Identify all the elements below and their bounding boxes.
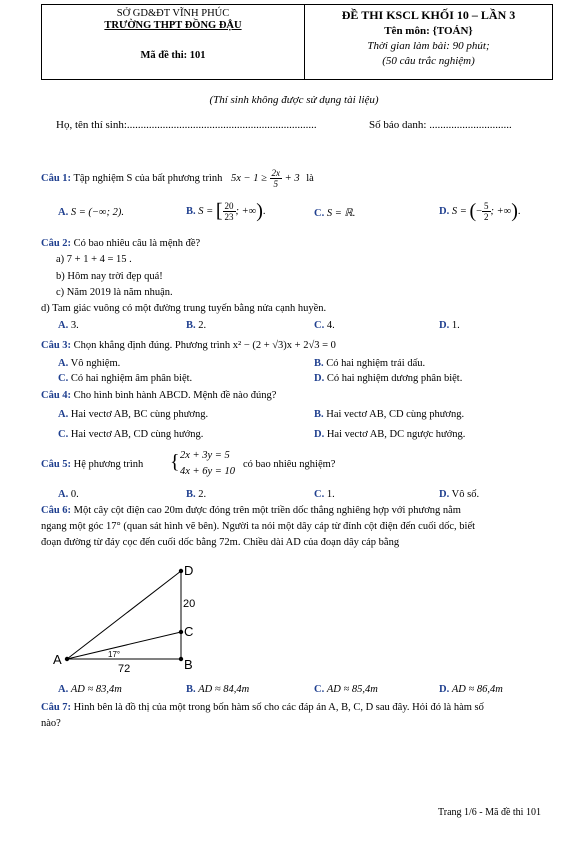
answer-d[interactable]: D. 1.	[439, 320, 460, 331]
statement-c: c) Năm 2019 là năm nhuận.	[56, 287, 173, 298]
answer-c[interactable]: C. Hai vectơ AB, CD cùng hướng.	[58, 429, 204, 440]
point-a	[65, 657, 69, 661]
subject-name: Tên môn: {TOÁN}	[384, 25, 473, 37]
answer-b[interactable]: B. Hai vectơ AB, CD cùng phương.	[314, 409, 465, 420]
question-text: Tập nghiệm S của bất phương trình	[73, 172, 223, 184]
question-text-line: đoạn đường từ đáy cọc đến cuối dốc bằng 72m. Chiều dài AD của đoạn dây cáp bằng	[41, 537, 400, 548]
answer-d[interactable]: D. S = (− $\frac{5}{2}$ ; +∞).	[439, 200, 521, 222]
answer-c[interactable]: C. S = ℝ.	[314, 208, 356, 219]
question-6	[41, 505, 461, 516]
point-b	[179, 657, 183, 661]
question-text: Hệ phương trình	[73, 459, 144, 470]
question-tail: có bao nhiêu nghiệm?	[243, 459, 336, 470]
question-label: Câu 6:	[41, 505, 72, 516]
answer-b[interactable]: B. 2.	[186, 320, 207, 331]
answer-a[interactable]: A. Hai vectơ AB, BC cùng phương.	[58, 409, 209, 420]
fraction: $\frac{2x}{5}$	[271, 168, 281, 189]
question-7	[41, 702, 484, 713]
math-expression: + 3	[284, 172, 300, 184]
length-dc: 20	[183, 598, 196, 610]
question-2	[41, 238, 200, 249]
question-1	[41, 168, 314, 189]
question-label: Câu 5:	[41, 459, 72, 470]
angle-label: 17°	[108, 650, 121, 659]
answer-d[interactable]: D. AD ≈ 86,4m	[439, 684, 503, 695]
school-name: TRƯỜNG THPT ĐỒNG ĐẬU	[104, 20, 242, 31]
answer-c[interactable]: C. Có hai nghiệm âm phân biệt.	[58, 373, 193, 384]
question-label: Câu 2:	[41, 238, 72, 249]
answer-b[interactable]: B. AD ≈ 84,4m	[186, 684, 250, 695]
question-count: (50 câu trắc nghiệm)	[382, 55, 475, 67]
question-text-line: ngang một góc 17° (quan sát hình vẽ bên). Người ta nói một dây cáp từ đỉnh cột điện đến cuối dốc, biết	[41, 521, 476, 532]
student-id-field: Số báo danh: ..............................	[369, 119, 512, 131]
answer-a[interactable]: A. S = (−∞; 2).	[58, 207, 124, 218]
answer-c[interactable]: C. 1.	[314, 489, 335, 500]
question-label: Câu 1:	[41, 172, 72, 184]
length-ab: 72	[118, 663, 131, 675]
answer-b[interactable]: B. 2.	[186, 489, 207, 500]
answer-c[interactable]: C. 4.	[314, 320, 335, 331]
equation-2: 4x + 6y = 10	[180, 466, 235, 477]
point-d	[179, 569, 183, 573]
dept-name: SỞ GD&ĐT VĨNH PHÚC	[116, 8, 230, 19]
statement-b: b) Hôm nay trời đẹp quá!	[56, 271, 163, 282]
question-text: Chọn khẳng định đúng. Phương trình x² − (2 + √3)x + 2√3 = 0	[73, 340, 336, 351]
question-text: Có bao nhiêu câu là mệnh đề?	[73, 238, 201, 249]
point-c	[179, 630, 183, 634]
question-text: Hình bên là đồ thị của một trong bốn hàm số cho các đáp án A, B, C, D sau đây. Hỏi đó là hàm số	[73, 702, 484, 713]
label-c: C	[184, 624, 194, 639]
question-label: Câu 3:	[41, 340, 72, 351]
question-tail: là	[306, 172, 314, 184]
question-text-line: nào?	[41, 718, 61, 729]
answer-b[interactable]: B. Có hai nghiệm trái dấu.	[314, 358, 426, 369]
question-3	[41, 340, 336, 351]
question-label: Câu 4:	[41, 390, 72, 401]
math-expression: 5x − 1 ≥	[231, 172, 267, 184]
answer-b[interactable]: B. S = [ $\frac{20}{23}$ ; +∞).	[186, 200, 266, 222]
question-text: Cho hình bình hành ABCD. Mệnh đề nào đúng?	[73, 390, 277, 401]
triangle-figure	[40, 560, 220, 675]
answer-d[interactable]: D. Có hai nghiệm dương phân biệt.	[314, 373, 463, 384]
page-footer: Trang 1/6 - Mã đề thi 101	[438, 807, 541, 818]
question-4	[41, 390, 276, 401]
exam-header	[41, 4, 553, 80]
statement-a: a) 7 + 1 + 4 = 15 .	[56, 254, 132, 265]
answer-d[interactable]: D. Hai vectơ AB, DC ngược hướng.	[314, 429, 466, 440]
label-b: B	[184, 657, 193, 672]
exam-title: ĐỀ THI KSCL KHỐI 10 – LẦN 3	[341, 8, 516, 22]
system-brace: {	[170, 451, 180, 473]
exam-code: Mã đề thi: 101	[140, 50, 206, 61]
label-d: D	[184, 563, 194, 578]
question-label: Câu 7:	[41, 702, 72, 713]
question-5	[41, 459, 143, 470]
equation-1: 2x + 3y = 5	[180, 450, 230, 461]
label-a: A	[53, 652, 62, 667]
answer-a[interactable]: A. 3.	[58, 320, 79, 331]
answer-d[interactable]: D. Vô số.	[439, 489, 480, 500]
exam-note: (Thí sinh không được sử dụng tài liệu)	[209, 94, 379, 106]
question-text: Một cây cột điện cao 20m được đóng trên một triền dốc thẳng nghiêng hợp với phương nằm	[73, 505, 461, 516]
statement-d: d) Tam giác vuông có một đường trung tuyến bằng nửa cạnh huyền.	[41, 303, 327, 314]
answer-a[interactable]: A. AD ≈ 83,4m	[58, 684, 122, 695]
answer-c[interactable]: C. AD ≈ 85,4m	[314, 684, 378, 695]
student-name-field: Họ, tên thí sinh:.....................................................................	[56, 119, 317, 131]
answer-a[interactable]: A. Vô nghiệm.	[58, 358, 121, 369]
exam-time: Thời gian làm bài: 90 phút;	[367, 40, 490, 52]
answer-a[interactable]: A. 0.	[58, 489, 79, 500]
